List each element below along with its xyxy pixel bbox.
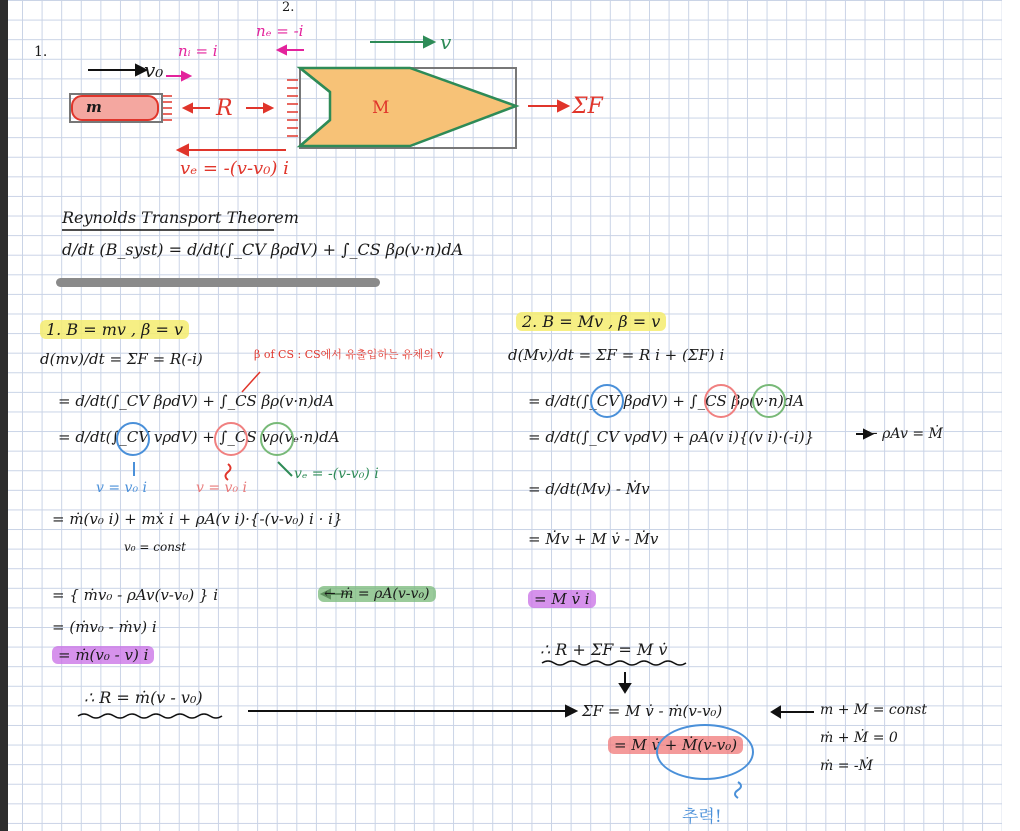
left-v0-const: v₀ = const: [124, 540, 186, 554]
right-line5: = Ṁv + M v̇ - Ṁv: [528, 530, 659, 548]
section-label-1: 1.: [34, 44, 48, 60]
right-line4: = d/dt(Mv) - Ṁv: [528, 480, 650, 498]
circle-blue-left: [116, 422, 150, 456]
thrust-label: 추력!: [682, 807, 722, 827]
arrow-v: [370, 37, 434, 47]
left-line5b: ← ṁ = ρA(v-v₀): [318, 586, 436, 602]
label-sumF: ΣF: [572, 94, 603, 119]
right-line6: = M v̇ i: [528, 590, 596, 608]
left-note-beta-cs: β of CS : CS에서 유출입하는 유체의 v: [254, 348, 444, 361]
right-final2: = M v̇ + Ṁ(v-v₀): [608, 736, 743, 754]
right-header: 2. B = Mv , β = v: [516, 312, 666, 331]
left-sub-red: v = v₀ i: [196, 480, 247, 496]
mass-m-body: [72, 96, 158, 120]
arrow-result-to-final: [248, 706, 576, 716]
arrow-v0: [88, 65, 146, 75]
label-v0: v₀: [144, 58, 164, 82]
right-side1: m + M = const: [820, 702, 927, 718]
label-ne: nₑ = -i: [256, 22, 304, 40]
label-v: v: [440, 30, 452, 54]
left-line4: = ṁ(v₀ i) + mẋ i + ρA(v i)·{-(v-v₀) i · i}: [52, 510, 343, 528]
left-line7: = ṁ(v₀ - v) i: [52, 646, 154, 664]
rtt-title: Reynolds Transport Theorem: [62, 208, 299, 227]
left-sub-blue: v = v₀ i: [96, 480, 147, 496]
circle-thrust-term: [656, 724, 754, 780]
left-sub-green: vₑ = -(v-v₀) i: [294, 466, 379, 482]
right-line1-prefix: [508, 346, 724, 364]
right-conclusion: ∴ R + ΣF = M v̇: [540, 640, 668, 659]
arrow-vi: [166, 72, 190, 80]
arrow-ne: [278, 46, 304, 54]
arrow-ve: [178, 145, 286, 155]
label-R: R: [216, 96, 233, 121]
circle-green-right: [752, 384, 786, 418]
left-header: 1. B = mv , β = v: [40, 320, 189, 339]
left-line5a: = { ṁv₀ - ρAv(v-v₀) } i: [52, 586, 219, 604]
right-line3: = d/dt(∫_CV vρdV) + ρA(v i){(v i)·(-i)}: [528, 428, 815, 446]
right-line3-note: ← ρAv = Ṁ: [866, 426, 943, 442]
divider-bar: [56, 278, 380, 287]
right-side2: ṁ + Ṁ = 0: [820, 730, 898, 746]
label-M: M: [372, 98, 390, 118]
section-label-2: 2.: [282, 0, 295, 15]
arrow-sumF: [528, 101, 568, 111]
mass-M-body: [300, 68, 516, 146]
window-edge-right: [1002, 0, 1020, 831]
left-line1: d(mv)/dt = ΣF = R(-i): [40, 350, 203, 368]
label-m: m: [86, 98, 102, 116]
left-line3: = d/dt(∫_CV vρdV) + ∫_CS vρ(vₑ·n)dA: [58, 428, 340, 446]
left-result: ∴ R = ṁ(v - v₀): [84, 688, 203, 707]
label-ve: vₑ = -(v-v₀) i: [180, 158, 289, 179]
circle-red-left: [214, 422, 248, 456]
right-line2: = d/dt(∫_CV βρdV) + ∫_CS βρ(v·n)dA: [528, 392, 805, 410]
circle-green-left: [260, 422, 294, 456]
mass-m-hatch: [163, 96, 172, 120]
circle-red-right: [704, 384, 738, 418]
right-side3: ṁ = -Ṁ: [820, 758, 873, 774]
right-line1: d(Mv)/dt = ΣF = R i + (ΣF) i: [508, 346, 725, 364]
left-line6: = (ṁv₀ - ṁv) i: [52, 618, 157, 636]
arrow-R-right: [246, 104, 272, 112]
circle-blue-right: [590, 384, 624, 418]
arrow-R-left: [184, 104, 210, 112]
right-final1: ΣF = M v̇ - ṁ(v-v₀): [582, 702, 723, 720]
rtt-equation: d/dt (B_syst) = d/dt(∫_CV βρdV) + ∫_CS βρ(v·n)dA: [62, 240, 464, 259]
label-ni: nᵢ = i: [178, 42, 218, 60]
left-line2: = d/dt(∫_CV βρdV) + ∫_CS βρ(v·n)dA: [58, 392, 335, 410]
mass-M-hatch: [287, 80, 298, 136]
